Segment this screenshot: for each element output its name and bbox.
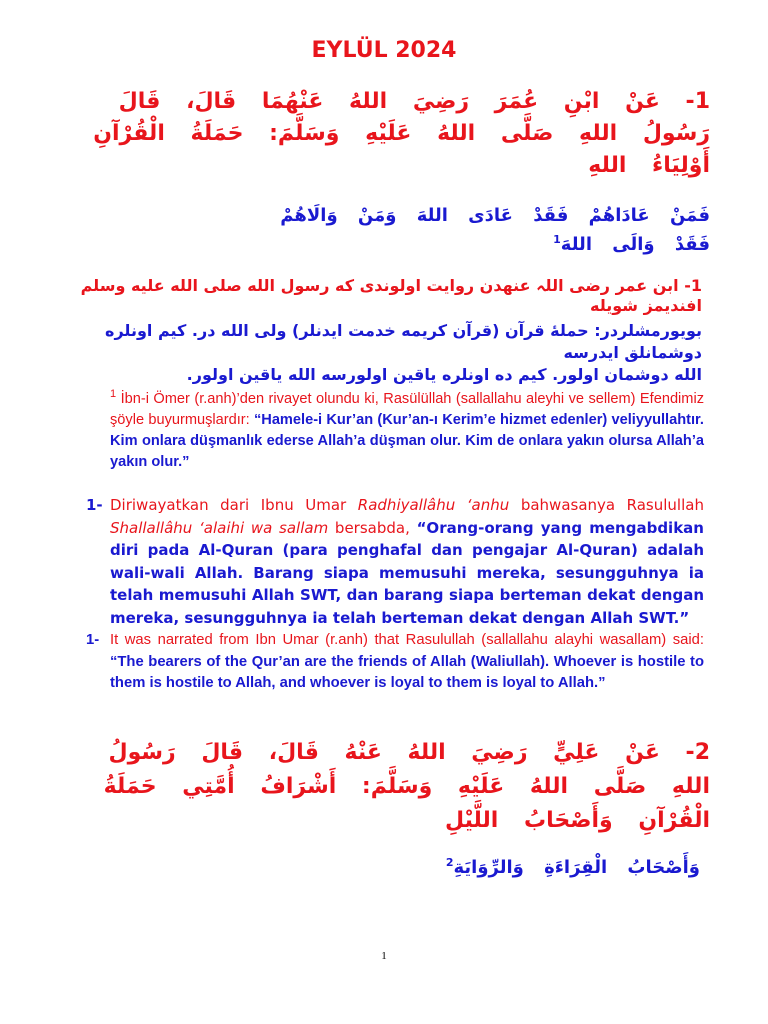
- english-number: 1-: [86, 632, 100, 648]
- hadith1-arabic-continuation-block: [280, 204, 710, 257]
- indonesian-narration-italic-2: Shallallâhu ‘alaihi wa sallam: [110, 518, 329, 537]
- footnote-marker-1: 1: [553, 233, 561, 246]
- english-hadith-text: “The bearers of the Qur’an are the friends of Allah (Waliullah). Whoever is hostile to them is hostile to Allah, and whoever is loyal to them is loyal to Allah.”: [110, 653, 704, 691]
- hadith2-arabic-continuation: وَأَصْحَابُ الْقِرَاءَةِ وَالرِّوَايَةِ: [453, 857, 700, 878]
- indonesian-hadith-text: “Orang-orang yang mengabdikan diri pada Al-Quran (para penghafal dan pengajar Al-Quran) adalah wali-wali Allah. Barang siapa memusuhi mereka, sesungguhnya ia telah memusuhi Allah SWT, dan barang siapa berteman dekat dengan mereka, sesungguhnya ia telah berteman dekat dengan Allah SWT.”: [110, 518, 704, 627]
- indonesian-translation: [86, 494, 704, 630]
- ottoman-line-3: الله دوشمان اولور. کیم ده اونلره یاقین اولورسه الله یاقین اولور.: [186, 365, 702, 384]
- indonesian-narration-3: bersabda,: [334, 518, 410, 537]
- footnote-marker-2: 2: [445, 856, 454, 869]
- hadith1-arabic-text: 1- عَنْ ابْنِ عُمَرَ رَضِيَ اللهُ عَنْهُمَا قَالَ، قَالَ رَسُولُ اللهِ صَلَّى اللهُ عَلَيْهِ وَسَلَّمَ: حَمَلَةُ الْقُرْآنِ أَوْلِيَاءُ اللهِ: [93, 89, 710, 178]
- turkish-translation: [110, 384, 704, 473]
- indonesian-narration-1: Diriwayatkan dari Ibnu Umar: [110, 496, 347, 514]
- ottoman-line-1: 1- ابن عمر رضی اللہ عنهدن روایت اولوندی که رسول الله صلى الله علیه وسلم افندیمز شویله: [80, 276, 702, 315]
- turkish-footnote-number: 1: [110, 388, 117, 400]
- english-narration: It was narrated from Ibn Umar (r.anh) that Rasulullah (sallallahu alayhi wasallam) said:: [110, 632, 704, 648]
- hadith2-arabic: [60, 736, 710, 838]
- page-title: EYLÜL 2024: [311, 38, 457, 63]
- hadith2-arabic-text: 2- عَنْ عَلِيٍّ رَضِيَ اللهُ عَنْهُ قَالَ، قَالَ رَسُولُ اللهِ صَلَّى اللهُ عَلَيْهِ وَسَلَّمَ: أَشْرَافُ أُمَّتِي حَمَلَةُ الْقُرْآنِ وَأَصْحَابُ اللَّيْلِ: [103, 740, 710, 833]
- turkish-narration: İbn-i Ömer (r.anh)’den rivayet olundu ki, Rasülüllah (sallallahu aleyhi ve sellem) Efendimiz şöyle buyurmuşlardır:: [110, 390, 704, 428]
- hadith1-arabic-continuation: فَمَنْ عَادَاهُمْ فَقَدْ عَادَى اللهَ وَمَنْ وَالَاهُمْ فَقَدْ وَالَى اللهَ: [280, 205, 710, 255]
- ottoman-line-2: بویورمشلردر: حملۀ قرآن (قرآن کریمه خدمت ایدنلر) ولی الله در. کیم اونلره دوشمانلق ایدرسه: [105, 321, 702, 362]
- page-number: 1: [381, 950, 387, 962]
- hadith2-arabic-continuation-block: [330, 850, 700, 881]
- turkish-hadith-text: “Hamele-i Kur’an (Kur’an-ı Kerim’e hizmet edenler) veliyyullahtır. Kim onlara düşmanlık ederse Allah’a düşman olur. Kim de onlara yakın olursa Allah’a yakın olur.”: [110, 411, 704, 470]
- english-translation: [86, 630, 704, 695]
- indonesian-narration-italic-1: Radhiyallâhu ‘anhu: [357, 496, 510, 514]
- hadith1-arabic: [60, 86, 710, 182]
- indonesian-narration-2: bahwasanya Rasulullah: [520, 496, 704, 514]
- indonesian-number: 1-: [86, 496, 103, 514]
